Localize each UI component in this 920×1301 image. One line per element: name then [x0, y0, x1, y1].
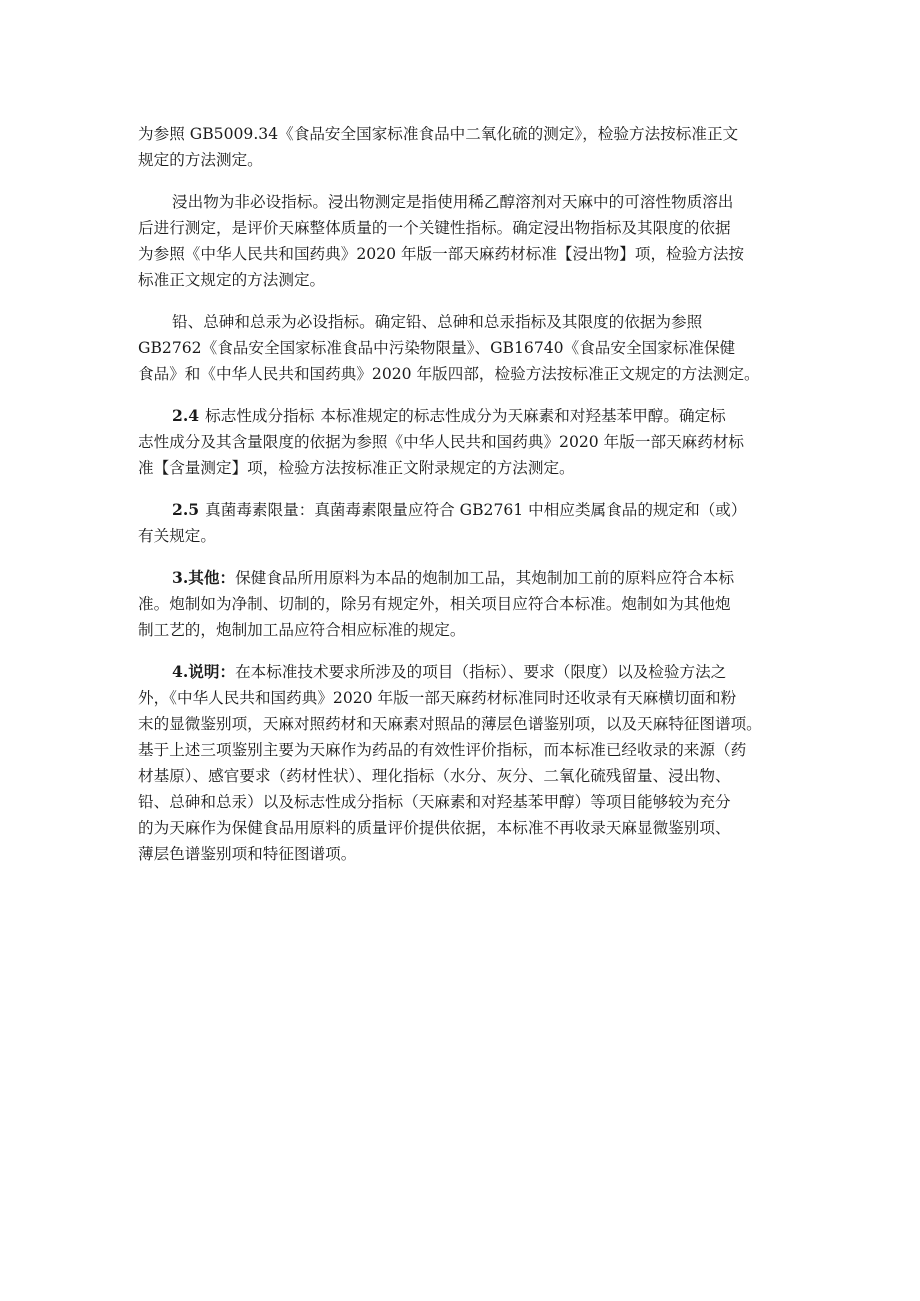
text-line: 外，《中华人民共和国药典》2020 年版一部天麻药材标准同时还收录有天麻横切面和粉 [138, 689, 737, 707]
text-line: 有关规定。 [138, 527, 216, 545]
text-line: 基于上述三项鉴别主要为天麻作为药品的有效性评价指标，而本标准已经收录的来源（药 [138, 741, 747, 759]
text-line: 为参照《中华人民共和国药典》2020 年版一部天麻药材标准【浸出物】项，检验方法按 [138, 245, 745, 263]
text-line: 铅、总砷和总汞为必设指标。确定铅、总砷和总汞指标及其限度的依据为参照 [172, 313, 703, 331]
section-4 [138, 659, 798, 867]
text-line: 末的显微鉴别项，天麻对照药材和天麻素对照品的薄层色谱鉴别项，以及天麻特征图谱项。 [138, 715, 762, 733]
text-line [138, 403, 798, 429]
section-heading: .其他： [182, 568, 236, 587]
section-number: 2.5 [172, 500, 200, 519]
section-2-4 [138, 403, 798, 481]
text-line: 浸出物为非必设指标。浸出物测定是指使用稀乙醇溶剂对天麻中的可溶性物质溶出 [172, 193, 734, 211]
section-number: 4 [172, 662, 183, 681]
text-line: 志性成分及其含量限度的依据为参照《中华人民共和国药典》2020 年版一部天麻药材标 [138, 433, 745, 451]
section-number: 2.4 [172, 406, 200, 425]
document-page [138, 121, 798, 883]
text-line: GB2762《食品安全国家标准食品中污染物限量》、GB16740《食品安全国家标准保健 [138, 339, 736, 357]
section-text: 在本标准技术要求所涉及的项目（指标）、要求（限度）以及检验方法之 [235, 663, 727, 681]
section-3 [138, 565, 798, 643]
section-text: 保健食品所用原料为本品的炮制加工品，其炮制加工前的原料应符合本标 [235, 569, 735, 587]
section-heading: 真菌毒素限量： [205, 501, 315, 519]
text-line: 准。炮制如为净制、切制的，除另有规定外，相关项目应符合本标准。炮制如为其他炮 [138, 595, 731, 613]
section-2-5 [138, 497, 798, 549]
text-line: 制工艺的，炮制加工品应符合相应标准的规定。 [138, 621, 466, 639]
section-text: 真菌毒素限量应符合 GB2761 中相应类属食品的规定和（或） [314, 501, 747, 519]
paragraph-heavy-metals [138, 309, 798, 387]
text-line: 为参照 GB5009.34《食品安全国家标准食品中二氧化硫的测定》，检验方法按标准正文 [138, 125, 739, 143]
text-line [138, 659, 798, 685]
text-line: 后进行测定，是评价天麻整体质量的一个关键性指标。确定浸出物指标及其限度的依据 [138, 219, 731, 237]
text-line [138, 497, 798, 523]
text-line: 材基原）、感官要求（药材性状）、理化指标（水分、灰分、二氧化硫残留量、浸出物、 [138, 767, 731, 785]
paragraph-extract [138, 189, 798, 293]
section-heading: .说明： [182, 662, 236, 681]
text-line: 准【含量测定】项，检验方法按标准正文附录规定的方法测定。 [138, 459, 575, 477]
text-line: 铅、总砷和总汞）以及标志性成分指标（天麻素和对羟基苯甲醇）等项目能够较为充分 [138, 793, 731, 811]
text-line: 的为天麻作为保健食品用原料的质量评价提供依据，本标准不再收录天麻显微鉴别项、 [138, 819, 731, 837]
text-line: 薄层色谱鉴别项和特征图谱项。 [138, 845, 357, 863]
paragraph-so2-continuation [138, 121, 798, 173]
text-line [138, 565, 798, 591]
text-line: 标准正文规定的方法测定。 [138, 271, 326, 289]
text-line: 规定的方法测定。 [138, 151, 263, 169]
section-heading: 标志性成分指标 [205, 407, 315, 425]
section-number: 3 [172, 568, 183, 587]
section-text: 本标准规定的标志性成分为天麻素和对羟基苯甲醇。确定标 [320, 407, 726, 425]
text-line: 食品》和《中华人民共和国药典》2020 年版四部，检验方法按标准正文规定的方法测定。 [138, 365, 760, 383]
